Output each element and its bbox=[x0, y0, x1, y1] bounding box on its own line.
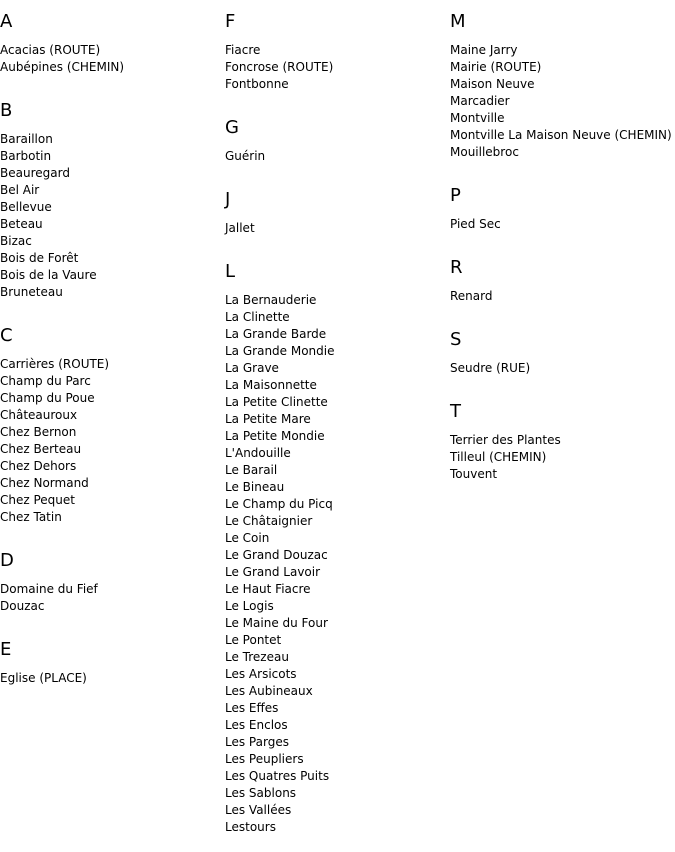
street-name: Les Effes bbox=[225, 701, 279, 715]
street-name: Champ du Parc bbox=[0, 374, 91, 388]
street-name: Le Bineau bbox=[225, 480, 285, 494]
letter-section bbox=[225, 106, 450, 165]
street-name: Chez Pequet bbox=[0, 493, 75, 507]
street-name: Bruneteau bbox=[0, 285, 63, 299]
street-name: Les Aubineaux bbox=[225, 684, 313, 698]
street-name: Lestours bbox=[225, 820, 276, 834]
street-name: Les Quatres Puits bbox=[225, 769, 330, 783]
section-letter-heading: D bbox=[0, 550, 14, 571]
street-name: L'Andouille bbox=[225, 446, 291, 460]
street-name: Chez Tatin bbox=[0, 510, 62, 524]
street-name: Beauregard bbox=[0, 166, 70, 180]
street-name: Bizac bbox=[0, 234, 32, 248]
street-name: Le Maine du Four bbox=[225, 616, 328, 630]
street-list bbox=[450, 432, 675, 483]
street-name: Les Sablons bbox=[225, 786, 297, 800]
street-name: Barbotin bbox=[0, 149, 52, 163]
street-name: Bois de Forêt bbox=[0, 251, 79, 265]
letter-section bbox=[0, 0, 225, 76]
street-list bbox=[0, 670, 225, 687]
street-list bbox=[0, 581, 225, 615]
section-letter-heading: F bbox=[225, 11, 236, 32]
street-name: Châteauroux bbox=[0, 408, 78, 422]
street-name: La Clinette bbox=[225, 310, 290, 324]
street-name: Aubépines (CHEMIN) bbox=[0, 60, 125, 74]
street-name: Bel Air bbox=[0, 183, 40, 197]
section-letter-heading: P bbox=[450, 185, 461, 206]
letter-section bbox=[450, 390, 675, 483]
street-name: Montville bbox=[450, 111, 505, 125]
letter-section bbox=[225, 0, 450, 93]
street-list bbox=[0, 42, 225, 76]
section-letter-heading: E bbox=[0, 639, 12, 660]
section-letter-heading: G bbox=[225, 117, 239, 138]
street-list bbox=[225, 220, 450, 237]
letter-section bbox=[0, 314, 225, 526]
street-name: Montville La Maison Neuve (CHEMIN) bbox=[450, 128, 672, 142]
street-name: Maison Neuve bbox=[450, 77, 535, 91]
street-name: Guérin bbox=[225, 149, 266, 163]
street-name: Chez Berteau bbox=[0, 442, 82, 456]
street-name: Terrier des Plantes bbox=[450, 433, 561, 447]
street-name: Beteau bbox=[0, 217, 43, 231]
street-name: Le Haut Fiacre bbox=[225, 582, 311, 596]
street-name: Le Châtaignier bbox=[225, 514, 313, 528]
section-letter-heading: L bbox=[225, 261, 236, 282]
section-letter-heading: J bbox=[225, 189, 231, 210]
street-list bbox=[225, 42, 450, 93]
street-name: La Grande Mondie bbox=[225, 344, 335, 358]
street-name: Le Logis bbox=[225, 599, 274, 613]
section-letter-heading: C bbox=[0, 325, 13, 346]
letter-section bbox=[225, 250, 450, 836]
street-name: Tilleul (CHEMIN) bbox=[450, 450, 547, 464]
street-name: Touvent bbox=[450, 467, 498, 481]
section-letter-heading: S bbox=[450, 329, 462, 350]
street-name: Baraillon bbox=[0, 132, 53, 146]
street-name: Foncrose (ROUTE) bbox=[225, 60, 334, 74]
street-name: Le Grand Douzac bbox=[225, 548, 328, 562]
section-letter-heading: A bbox=[0, 11, 13, 32]
section-letter-heading: M bbox=[450, 11, 466, 32]
street-name: Le Grand Lavoir bbox=[225, 565, 321, 579]
street-name: Fontbonne bbox=[225, 77, 289, 91]
street-name: La Grave bbox=[225, 361, 279, 375]
street-name: Le Champ du Picq bbox=[225, 497, 333, 511]
section-letter-heading: B bbox=[0, 100, 13, 121]
index-column-3 bbox=[450, 0, 675, 496]
section-letter-heading: R bbox=[450, 257, 463, 278]
street-name: Le Coin bbox=[225, 531, 270, 545]
street-name: Chez Bernon bbox=[0, 425, 77, 439]
street-name: La Petite Clinette bbox=[225, 395, 328, 409]
street-name: Jallet bbox=[225, 221, 255, 235]
street-name: Seudre (RUE) bbox=[450, 361, 531, 375]
street-name: La Petite Mare bbox=[225, 412, 311, 426]
street-name: La Grande Barde bbox=[225, 327, 327, 341]
street-name: Maine Jarry bbox=[450, 43, 518, 57]
street-name: Carrières (ROUTE) bbox=[0, 357, 110, 371]
street-name: Eglise (PLACE) bbox=[0, 671, 87, 685]
letter-section bbox=[450, 318, 675, 377]
letter-section bbox=[450, 246, 675, 305]
street-name: Pied Sec bbox=[450, 217, 501, 231]
street-name: Mouillebroc bbox=[450, 145, 519, 159]
street-name: Le Pontet bbox=[225, 633, 282, 647]
street-name: Domaine du Fief bbox=[0, 582, 98, 596]
street-list bbox=[0, 356, 225, 526]
letter-section bbox=[0, 628, 225, 687]
street-name: Les Parges bbox=[225, 735, 289, 749]
letter-section bbox=[0, 89, 225, 301]
street-list bbox=[450, 360, 675, 377]
street-name: Le Barail bbox=[225, 463, 278, 477]
street-name: Mairie (ROUTE) bbox=[450, 60, 542, 74]
street-name: Les Vallées bbox=[225, 803, 292, 817]
letter-section bbox=[0, 539, 225, 615]
street-name: La Petite Mondie bbox=[225, 429, 325, 443]
letter-section bbox=[450, 174, 675, 233]
street-name: Chez Dehors bbox=[0, 459, 77, 473]
index-column-1 bbox=[0, 0, 225, 700]
street-name: Douzac bbox=[0, 599, 45, 613]
street-name: Bois de la Vaure bbox=[0, 268, 97, 282]
letter-section bbox=[225, 178, 450, 237]
letter-section bbox=[450, 0, 675, 161]
street-list bbox=[450, 288, 675, 305]
street-name: Les Arsicots bbox=[225, 667, 297, 681]
street-list bbox=[450, 216, 675, 233]
street-name: Les Enclos bbox=[225, 718, 288, 732]
street-name: Champ du Poue bbox=[0, 391, 95, 405]
street-name: Renard bbox=[450, 289, 493, 303]
street-name: Fiacre bbox=[225, 43, 261, 57]
index-column-2 bbox=[225, 0, 450, 849]
street-name: Chez Normand bbox=[0, 476, 89, 490]
street-name: Les Peupliers bbox=[225, 752, 304, 766]
street-list bbox=[0, 131, 225, 301]
street-name: La Bernauderie bbox=[225, 293, 317, 307]
section-letter-heading: T bbox=[450, 401, 461, 422]
street-list bbox=[225, 148, 450, 165]
street-name: Bellevue bbox=[0, 200, 52, 214]
street-name: Marcadier bbox=[450, 94, 510, 108]
street-list bbox=[225, 292, 450, 836]
street-name: Le Trezeau bbox=[225, 650, 289, 664]
street-list bbox=[450, 42, 675, 161]
street-name: Acacias (ROUTE) bbox=[0, 43, 101, 57]
street-name: La Maisonnette bbox=[225, 378, 317, 392]
